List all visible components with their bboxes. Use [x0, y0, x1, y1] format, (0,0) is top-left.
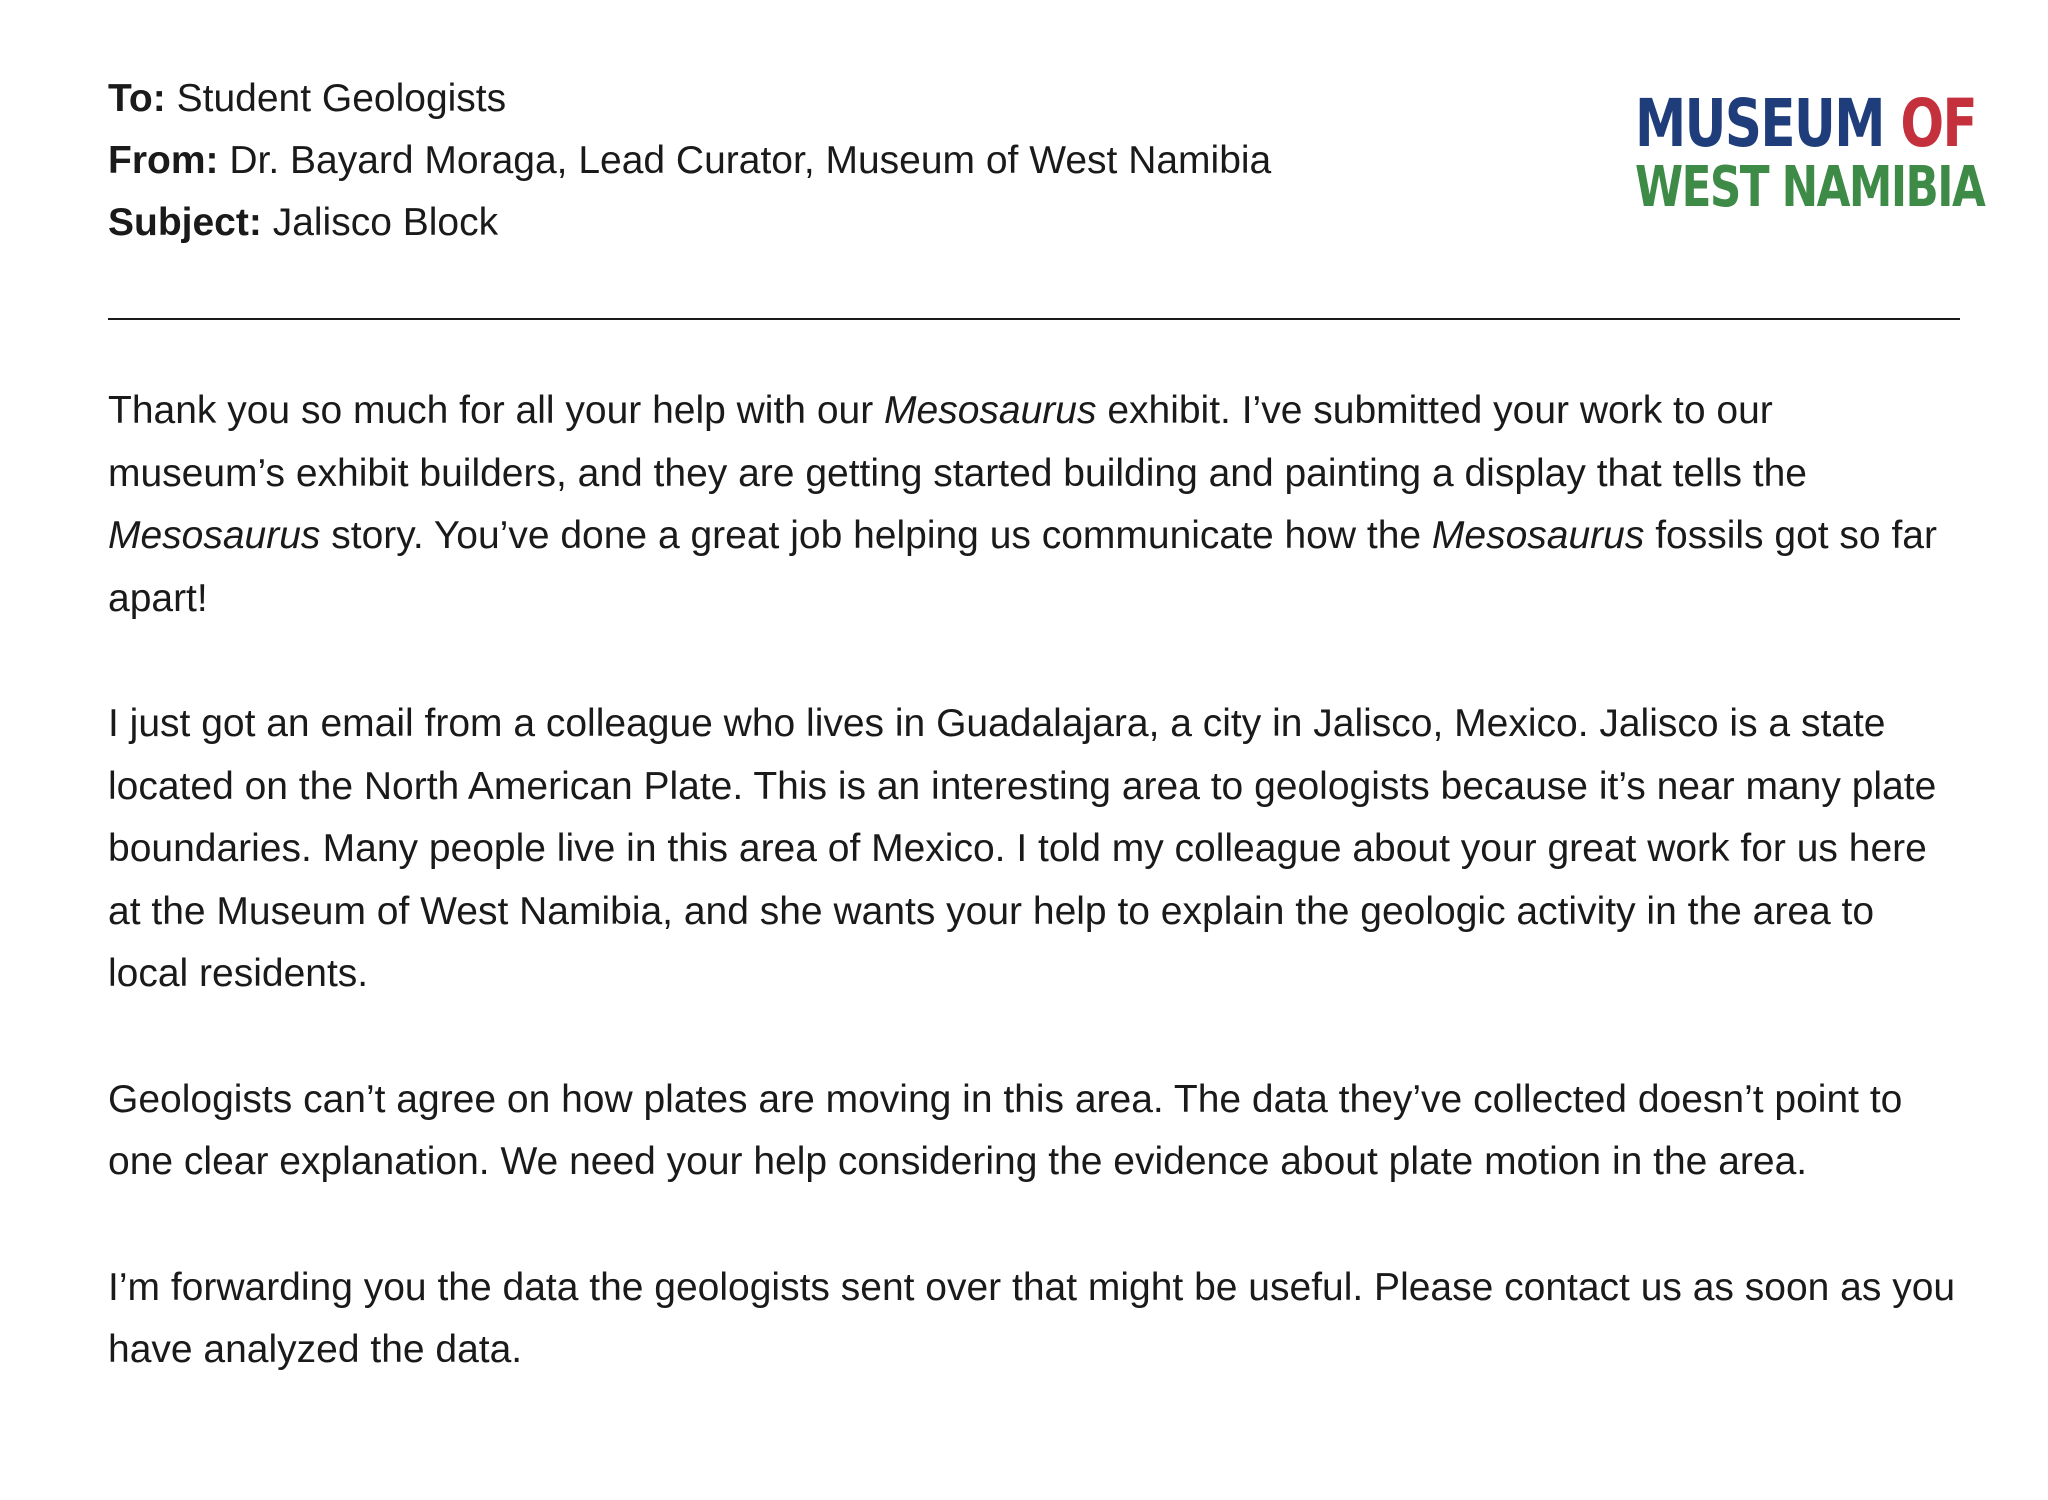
paragraph-1	[108, 380, 1960, 630]
memo	[108, 0, 1985, 1500]
from-label: From:	[108, 139, 219, 182]
memo-header-fields	[108, 68, 1271, 254]
logo-word-museum: MUSEUM	[1635, 85, 1884, 162]
subject-value: Jalisco Block	[272, 201, 499, 244]
from-value: Dr. Bayard Moraga, Lead Curator, Museum of West Namibia	[229, 139, 1272, 182]
p1-italic-3: Mesosaurus	[1431, 514, 1645, 557]
p1-text-4: fossils got so far apart!	[108, 514, 1937, 620]
from-line	[108, 130, 1271, 192]
subject-label: Subject:	[108, 201, 262, 244]
museum-logo	[1635, 85, 1985, 220]
logo-line-1	[1635, 85, 1977, 162]
paragraph-4: I’m forwarding you the data the geologists sent over that might be useful. Please contact us as soon as you have analyzed the data.	[108, 1265, 1956, 1371]
logo-line-2: WEST NAMIBIA	[1635, 155, 1985, 220]
p1-italic-2: Mesosaurus	[108, 514, 321, 557]
to-value: Student Geologists	[176, 77, 507, 120]
paragraph-3: Geologists can’t agree on how plates are moving in this area. The data they’ve collected doesn’t point to one clear explanation. We need your help considering the evidence about plate motion in the area.	[108, 1077, 1903, 1183]
memo-header	[108, 68, 1985, 268]
p1-text-1: Thank you so much for all your help with our	[108, 389, 885, 432]
p1-text-2: exhibit. I’ve submitted your work to our museum’s exhibit builders, and they are getting started building and painting a display that tells the	[108, 389, 1807, 495]
to-line	[108, 68, 1271, 130]
to-label: To:	[108, 77, 166, 120]
header-divider	[108, 318, 1960, 320]
paragraph-2: I just got an email from a colleague who lives in Guadalajara, a city in Jalisco, Mexico. Jalisco is a state located on the North American Plate. This is an interesting area to geologists because it’s near many plate boundaries. Many people live in this area of Mexico. I told my colleague about your great work for us here at the Museum of West Namibia, and she wants your help to explain the geologic activity in the area to local residents.	[108, 702, 1937, 995]
p1-text-3: story. You’ve done a great job helping us communicate how the	[320, 514, 1432, 557]
logo-word-of: OF	[1900, 85, 1977, 162]
subject-line	[108, 192, 1271, 254]
p1-italic-1: Mesosaurus	[884, 389, 1097, 432]
memo-body	[108, 380, 1960, 1445]
